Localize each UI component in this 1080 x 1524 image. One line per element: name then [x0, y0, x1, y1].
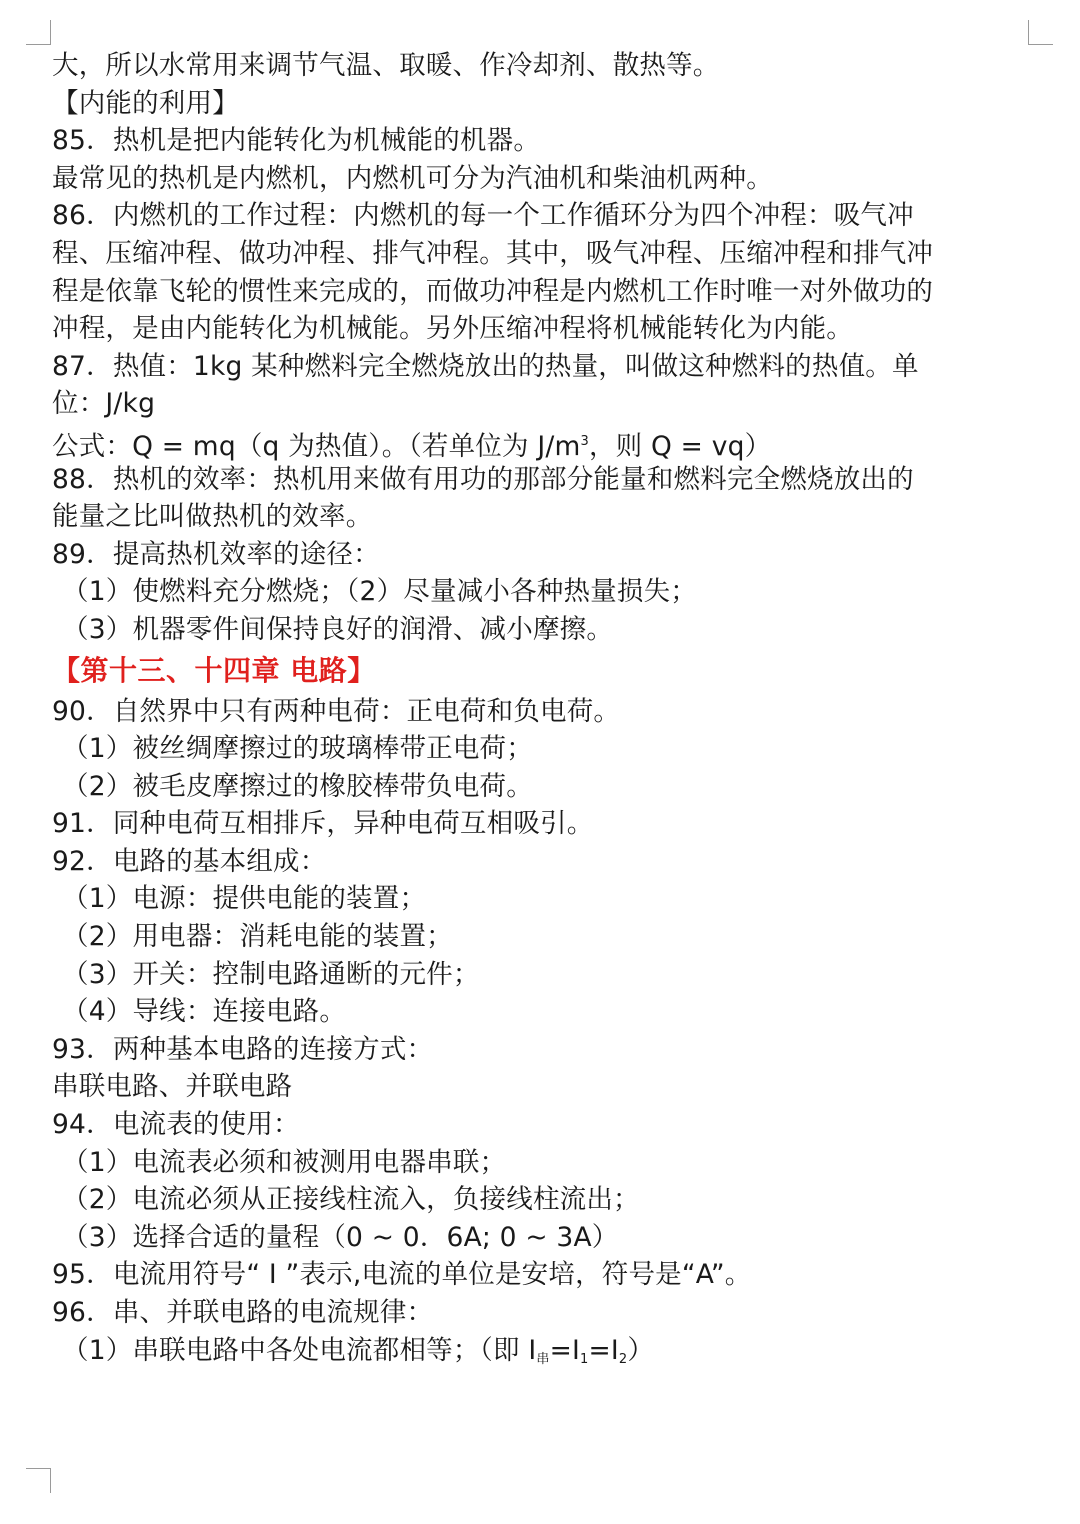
text-run: （1）串联电路中各处电流都相等；（即 I — [62, 1334, 537, 1366]
item-88: 88．热机的效率：热机用来做有用功的那部分能量和燃料完全燃烧放出的 — [52, 463, 914, 495]
sub-item: （4）导线：连接电路。 — [62, 996, 347, 1028]
sub-item: （3）机器零件间保持良好的润滑、减小摩擦。 — [62, 613, 614, 645]
subscript: 2 — [618, 1351, 628, 1367]
text-run: ） — [627, 1334, 655, 1366]
item-87: 87．热值：1kg 某种燃料完全燃烧放出的热量，叫做这种燃料的热值。单 — [52, 350, 919, 382]
chapter-heading-circuits: 【第十三、十四章 电路】 — [52, 653, 376, 687]
item-92: 92．电路的基本组成： — [52, 845, 327, 877]
section-heading-internal-energy-use: 【内能的利用】 — [52, 87, 239, 119]
sub-item: （1）电源：提供电能的装置； — [62, 883, 427, 915]
item-86: 86．内燃机的工作过程：内燃机的每一个工作循环分为四个冲程：吸气冲 — [52, 200, 914, 232]
item-90: 90．自然界中只有两种电荷：正电荷和负电荷。 — [52, 695, 621, 727]
text-line: 程是依靠飞轮的惯性来完成的，而做功冲程是内燃机工作时唯一对外做功的 — [52, 275, 934, 307]
item-94: 94．电流表的使用： — [52, 1109, 300, 1141]
text-line: 串联电路、并联电路 — [52, 1071, 293, 1103]
item-96: 96．串、并联电路的电流规律： — [52, 1297, 434, 1328]
page-corner-mark-top-left — [26, 20, 51, 45]
sub-item: （3）开关：控制电路通断的元件； — [62, 958, 480, 990]
document-body — [52, 47, 1042, 1369]
text-run: =I — [549, 1334, 580, 1366]
superscript: 3 — [580, 433, 589, 449]
item-89: 89．提高热机效率的途径： — [52, 538, 380, 570]
subscript: 串 — [536, 1351, 550, 1367]
page-corner-mark-bottom-left — [26, 1468, 51, 1493]
text-line: 最常见的热机是内燃机，内燃机可分为汽油机和柴油机两种。 — [52, 162, 773, 194]
text-run: =I — [588, 1334, 619, 1366]
subscript: 1 — [579, 1351, 589, 1367]
item-93: 93．两种基本电路的连接方式： — [52, 1033, 434, 1065]
item-85: 85．热机是把内能转化为机械能的机器。 — [52, 125, 541, 157]
text-line: 冲程，是由内能转化为机械能。另外压缩冲程将机械能转化为内能。 — [52, 313, 853, 345]
sub-item: （3）选择合适的量程（0 ~ 0．6A; 0 ~ 3A） — [62, 1221, 619, 1253]
sub-item: （2）电流必须从正接线柱流入，负接线柱流出； — [62, 1184, 640, 1216]
item-91: 91．同种电荷互相排斥，异种电荷互相吸引。 — [52, 808, 594, 840]
item-95: 95．电流用符号“ I ”表示,电流的单位是安培，符号是“A”。 — [52, 1259, 752, 1291]
formula-line — [52, 423, 1042, 461]
sub-item — [52, 1332, 1042, 1370]
sub-item: （1）使燃料充分燃烧；（2）尽量减小各种热量损失； — [62, 576, 697, 608]
text-line: 大，所以水常用来调节气温、取暖、作冷却剂、散热等。 — [52, 50, 720, 81]
formula-text: 公式：Q = mq（q 为热值）。（若单位为 J/m — [52, 430, 581, 462]
text-line: 程、压缩冲程、做功冲程、排气冲程。其中，吸气冲程、压缩冲程和排气冲 — [52, 237, 934, 269]
page-corner-mark-top-right — [1028, 20, 1053, 45]
formula-text: ，则 Q = vq） — [588, 430, 772, 462]
sub-item: （1）被丝绸摩擦过的玻璃棒带正电荷； — [62, 733, 533, 765]
sub-item: （2）用电器：消耗电能的装置； — [62, 921, 453, 953]
sub-item: （1）电流表必须和被测用电器串联； — [62, 1146, 507, 1178]
sub-item: （2）被毛皮摩擦过的橡胶棒带负电荷。 — [62, 770, 533, 802]
text-line: 位：J/kg — [52, 388, 156, 420]
text-line: 能量之比叫做热机的效率。 — [52, 501, 373, 533]
